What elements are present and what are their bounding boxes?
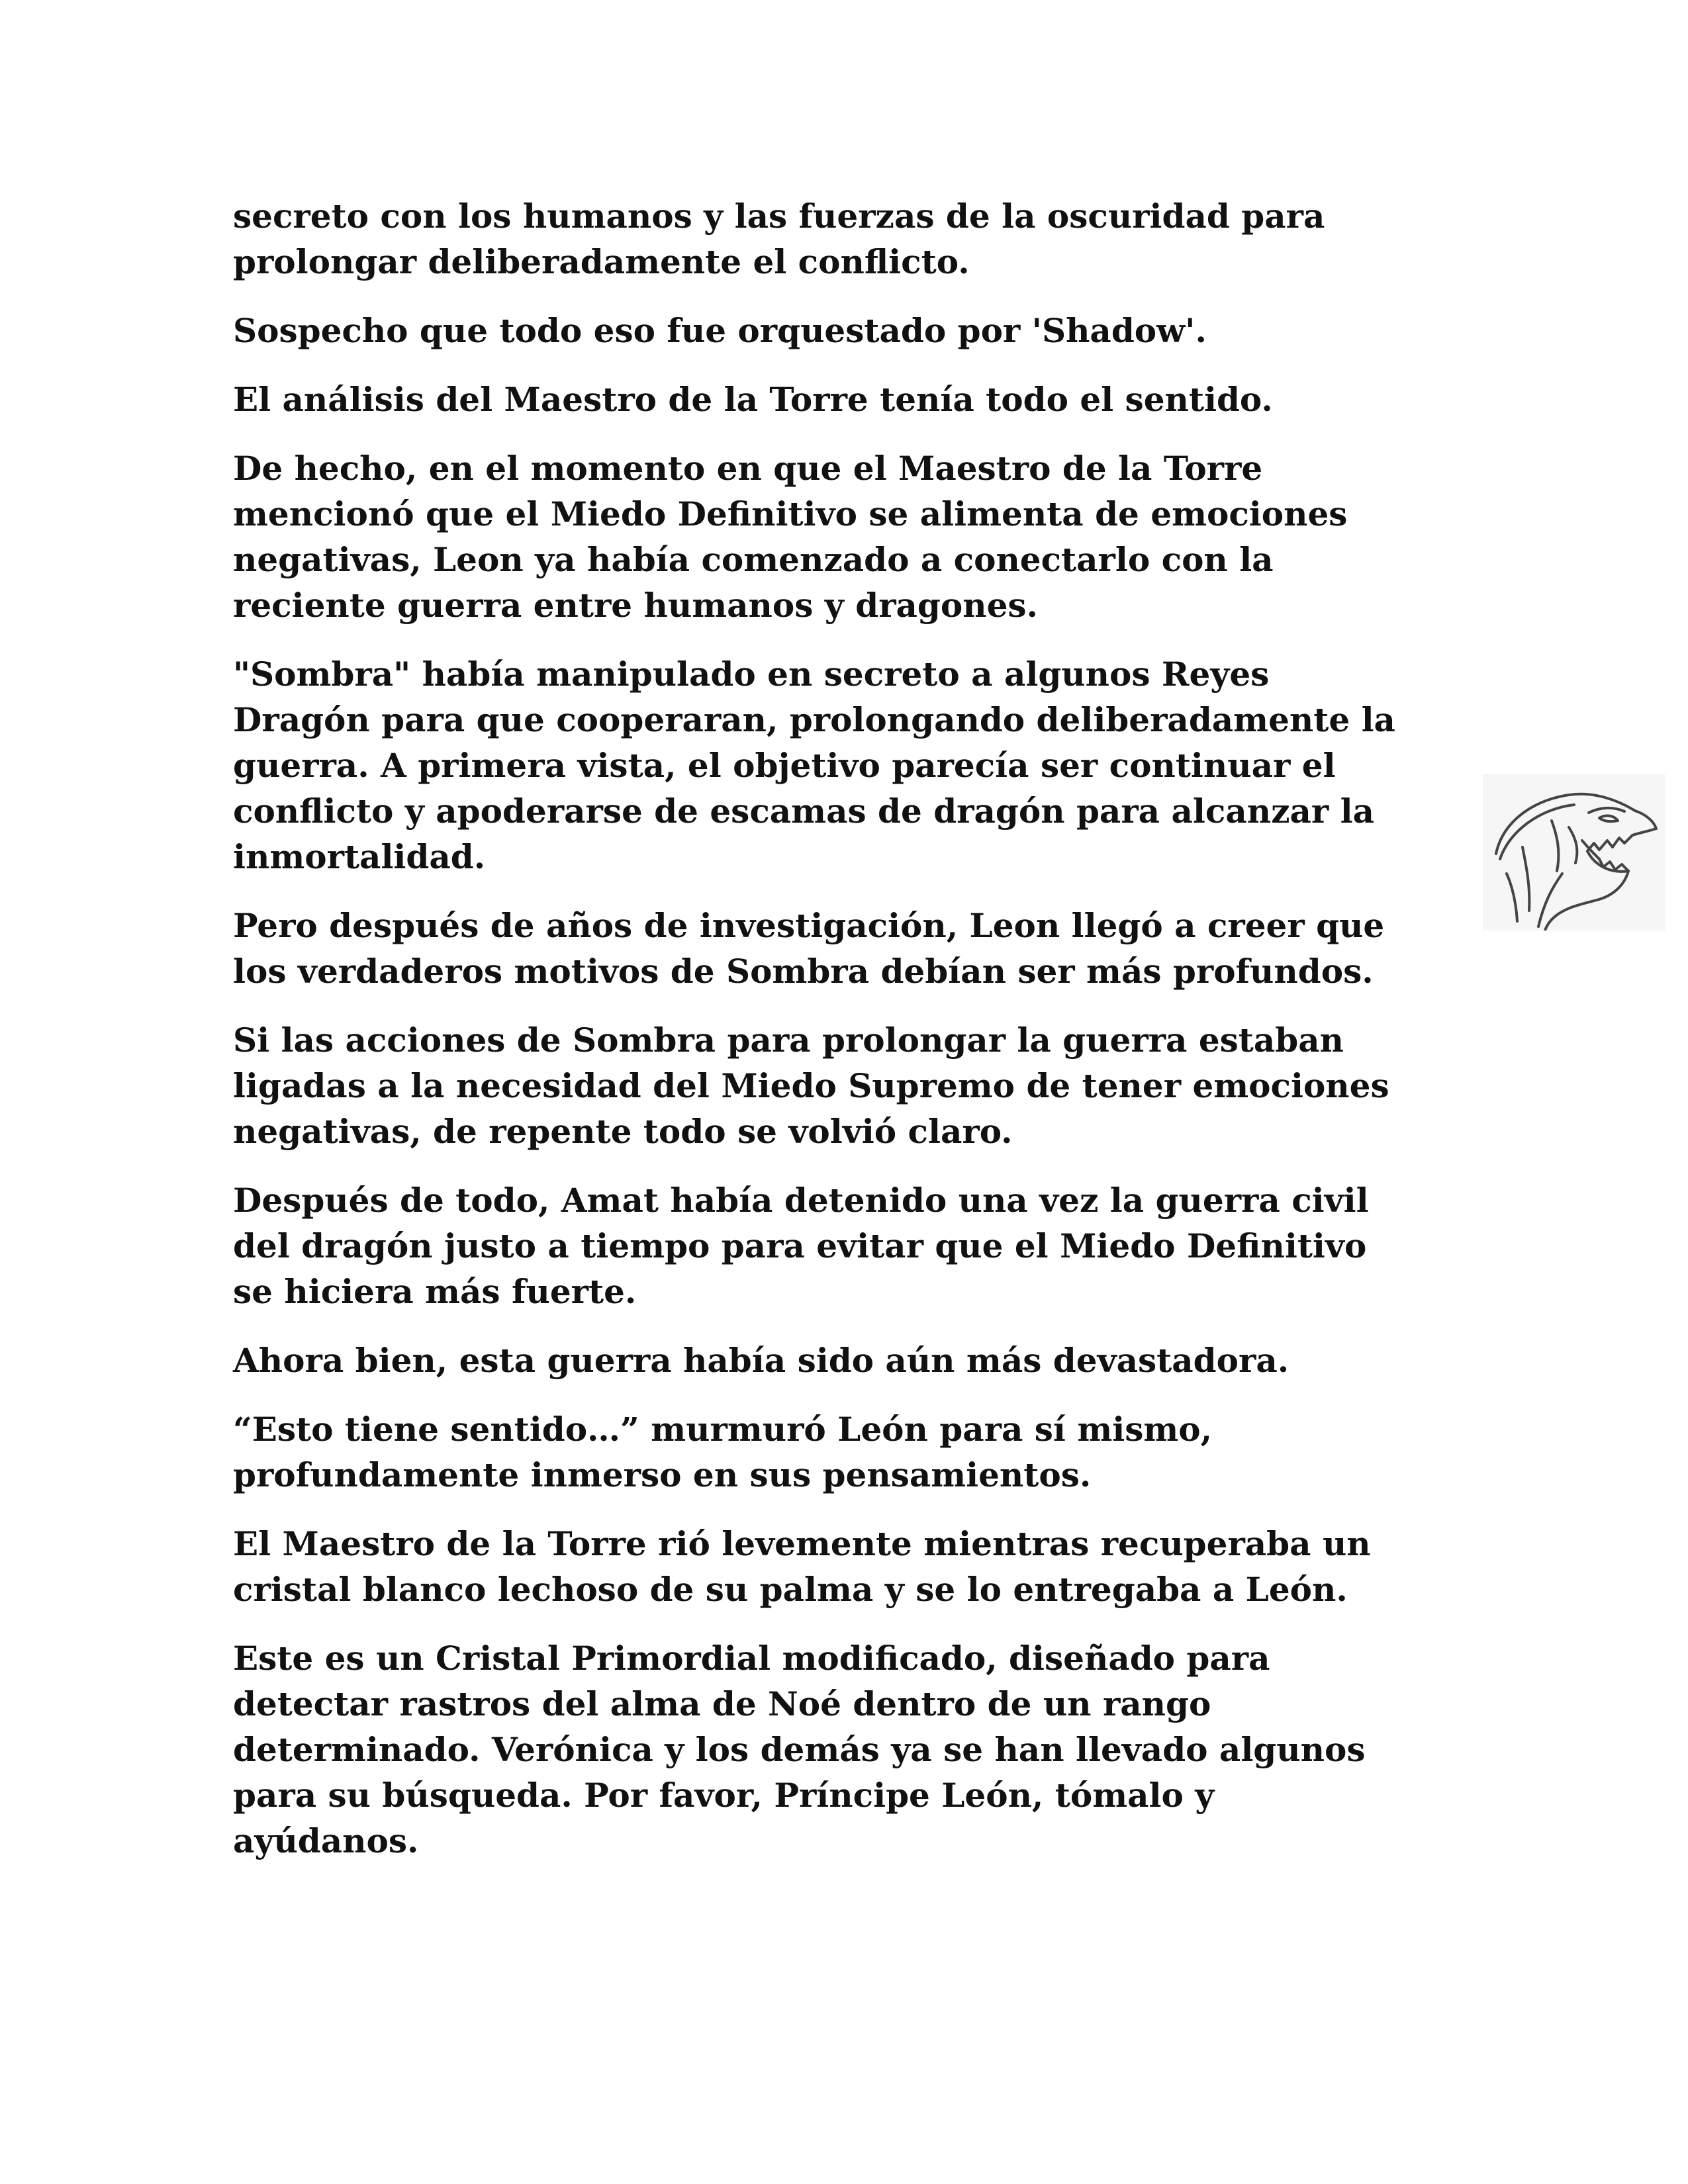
paragraph: secreto con los humanos y las fuerzas de la oscuridad para prolongar deliberadamente el conflicto. — [233, 197, 1325, 281]
paragraph: Si las acciones de Sombra para prolongar la guerra estaban ligadas a la necesidad del Miedo Supremo de tener emociones negativas, de repente todo se volvió claro. — [233, 1021, 1389, 1151]
dragon-head-sketch-icon — [1483, 774, 1665, 931]
paragraph: De hecho, en el momento en que el Maestro de la Torre mencionó que el Miedo Definitivo se alimenta de emociones negativas, Leon ya había comenzado a conectarlo con la reciente guerra entre humanos y dragones. — [233, 449, 1348, 625]
paragraph: “Esto tiene sentido…” murmuró León para sí mismo, profundamente inmerso en sus pensamientos. — [233, 1410, 1213, 1494]
paragraph: El Maestro de la Torre rió levemente mientras recuperaba un cristal blanco lechoso de su palma y se lo entregaba a León. — [233, 1524, 1371, 1609]
paragraph: Sospecho que todo eso fue orquestado por 'Shadow'. — [233, 311, 1207, 350]
paragraph: El análisis del Maestro de la Torre tenía todo el sentido. — [233, 380, 1273, 419]
body-text — [233, 193, 1477, 1887]
paragraph: Después de todo, Amat había detenido una vez la guerra civil del dragón justo a tiempo para evitar que el Miedo Definitivo se hiciera más fuerte. — [233, 1181, 1369, 1311]
paragraph: "Sombra" había manipulado en secreto a algunos Reyes Dragón para que cooperaran, prolongando deliberadamente la guerra. A primera vista, el objetivo parecía ser continuar el conflicto y apoderarse de escamas de dragón para alcanzar la inmortalidad. — [233, 655, 1395, 876]
paragraph: Pero después de años de investigación, Leon llegó a creer que los verdaderos motivos de Sombra debían ser más profundos. — [233, 906, 1385, 991]
paragraph: Este es un Cristal Primordial modificado, diseñado para detectar rastros del alma de Noé dentro de un rango determinado. Verónica y los demás ya se han llevado algunos para su búsqueda. Por favor, Príncipe León, tómalo y ayúdanos. — [233, 1639, 1366, 1860]
paragraph: Ahora bien, esta guerra había sido aún más devastadora. — [233, 1341, 1289, 1380]
